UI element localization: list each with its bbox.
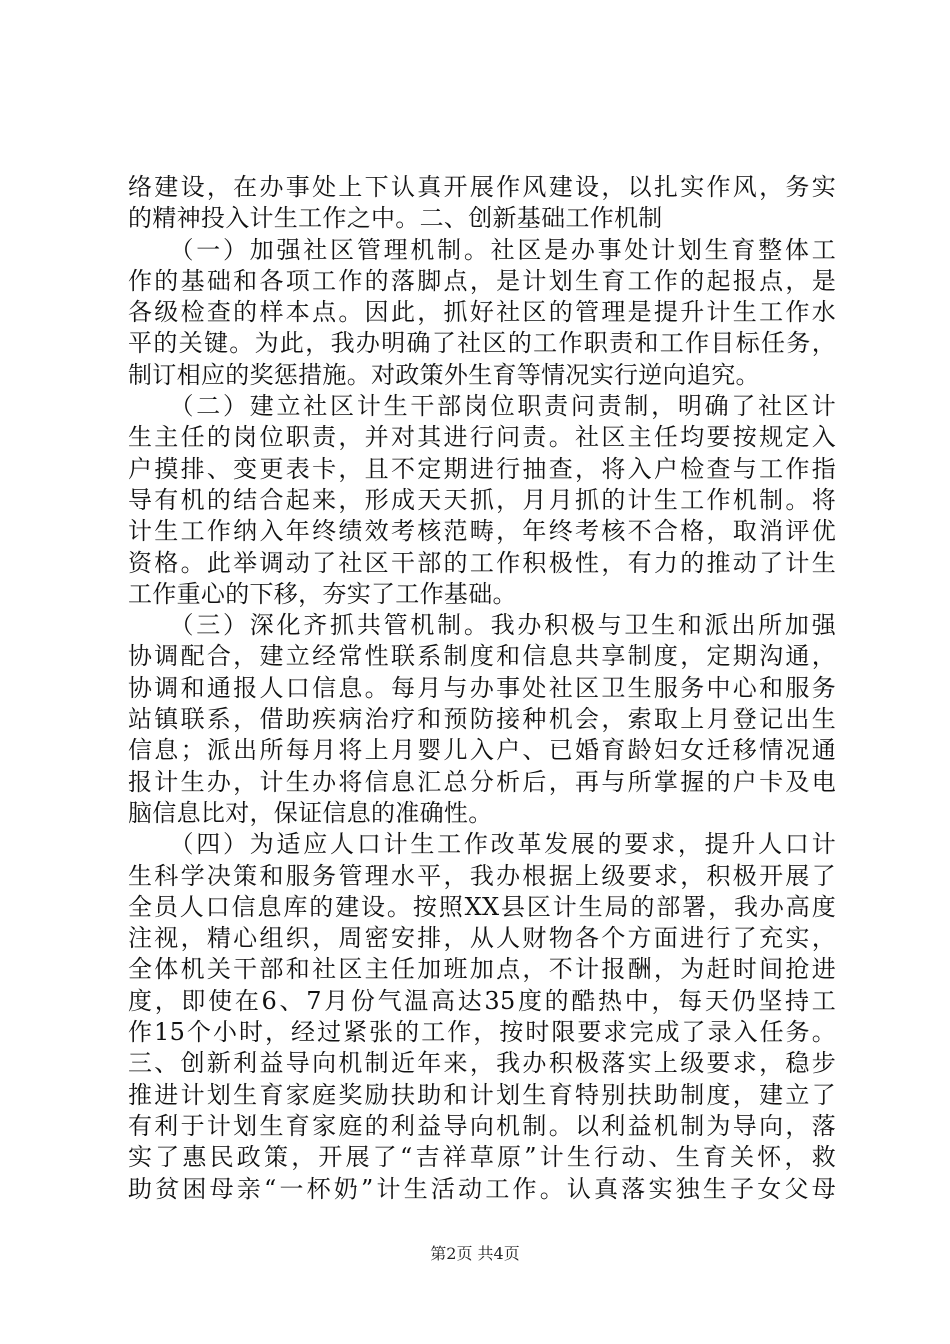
text-line: 生科学决策和服务管理水平，我办根据上级要求，积极开展了 [128, 861, 836, 890]
text-line: 全员人口信息库的建设。按照XX县区计生局的部署，我办高度 [128, 892, 836, 921]
text-line: 助贫困母亲“一杯奶”计生活动工作。认真落实独生子女父母 [128, 1174, 836, 1203]
text-line: 资格。此举调动了社区干部的工作积极性，有力的推动了计生 [128, 548, 836, 577]
text-line: 作15个小时，经过紧张的工作，按时限要求完成了录入任务。 [128, 1018, 836, 1047]
text-line: 实了惠民政策，开展了“吉祥草原”计生行动、生育关怀，救 [128, 1143, 836, 1172]
text-line: （四）为适应人口计生工作改革发展的要求，提升人口计 [128, 830, 836, 859]
text-line: 协调配合，建立经常性联系制度和信息共享制度，定期沟通， [128, 642, 836, 671]
text-line: 络建设，在办事处上下认真开展作风建设，以扎实作风，务实 [128, 173, 836, 201]
text-line: 计生工作纳入年终绩效考核范畴，年终考核不合格，取消评优 [128, 517, 836, 546]
text-line: （一）加强社区管理机制。社区是办事处计划生育整体工 [128, 235, 836, 264]
text-line: 注视，精心组织，周密安排，从人财物各个方面进行了充实， [128, 924, 836, 953]
page-footer: 第2页 共4页 [430, 1244, 520, 1263]
text-line: 度，即使在6、7月份气温高达35度的酷热中，每天仍坚持工 [128, 986, 836, 1015]
document-body [128, 172, 836, 1205]
text-line: 导有机的结合起来，形成天天抓，月月抓的计生工作机制。将 [128, 485, 836, 514]
text-line: 作的基础和各项工作的落脚点，是计划生育工作的起报点，是 [128, 266, 836, 295]
text-line: 报计生办，计生办将信息汇总分析后，再与所掌握的户卡及电 [128, 767, 836, 796]
text-line: 信息；派出所每月将上月婴儿入户、已婚育龄妇女迁移情况通 [128, 736, 836, 765]
text-line: 的精神投入计生工作之中。二、创新基础工作机制 [128, 204, 663, 233]
text-line: 协调和通报人口信息。每月与办事处社区卫生服务中心和服务 [128, 673, 836, 702]
text-line: 全体机关干部和社区主任加班加点，不计报酬，为赶时间抢进 [128, 955, 836, 984]
text-line: 站镇联系，借助疾病治疗和预防接种机会，索取上月登记出生 [128, 705, 836, 734]
text-line: 工作重心的下移，夯实了工作基础。 [128, 579, 517, 608]
text-line: 有利于计划生育家庭的利益导向机制。以利益机制为导向，落 [128, 1111, 836, 1140]
text-line: 户摸排、变更表卡，且不定期进行抽查，将入户检查与工作指 [128, 454, 836, 483]
text-line: 推进计划生育家庭奖励扶助和计划生育特别扶助制度，建立了 [128, 1080, 836, 1109]
text-line: 平的关键。为此，我办明确了社区的工作职责和工作目标任务， [128, 329, 836, 358]
text-line: 生主任的岗位职责，并对其进行问责。社区主任均要按规定入 [128, 423, 836, 452]
text-line: 脑信息比对，保证信息的准确性。 [128, 798, 493, 827]
text-line: （三）深化齐抓共管机制。我办积极与卫生和派出所加强 [128, 611, 836, 640]
text-line: 各级检查的样本点。因此，抓好社区的管理是提升计生工作水 [128, 298, 836, 327]
text-line: 三、创新利益导向机制近年来，我办积极落实上级要求，稳步 [128, 1049, 836, 1078]
text-line: 制订相应的奖惩措施。对政策外生育等情况实行逆向追究。 [128, 360, 760, 389]
text-line: （二）建立社区计生干部岗位职责问责制，明确了社区计 [128, 392, 836, 421]
